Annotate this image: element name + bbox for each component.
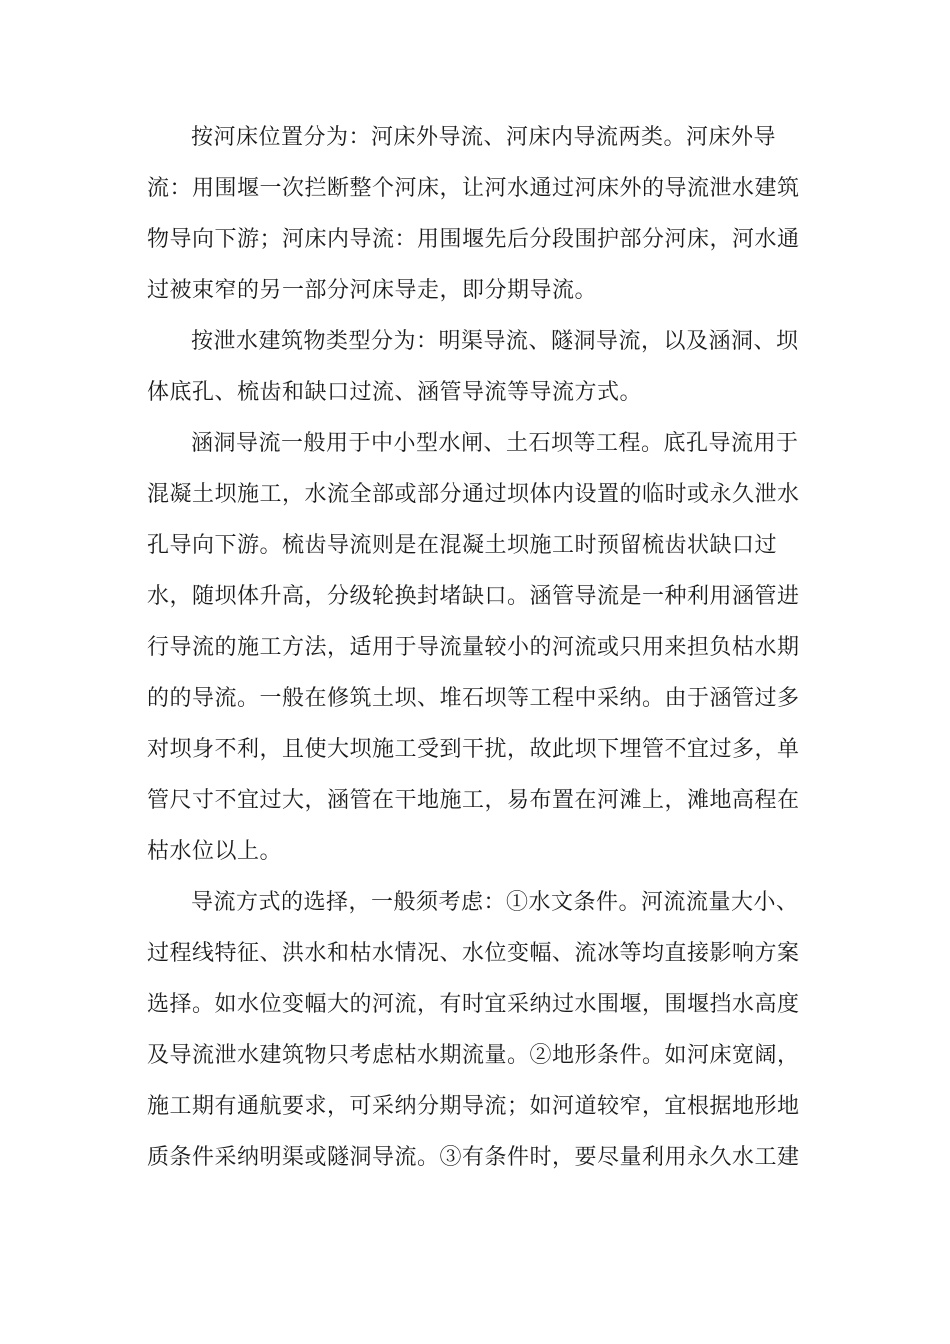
text-line: 过被束窄的另一部分河床导走，即分期导流。 [147, 278, 598, 303]
text-line: 涵洞导流一般用于中小型水闸、土石坝等工程。底孔导流用于 [191, 431, 799, 456]
text-line: 的的导流。一般在修筑土坝、堆石坝等工程中采纳。由于涵管过多 [147, 686, 800, 711]
text-line: 施工期有通航要求，可采纳分期导流；如河道较窄，宜根据地形地 [147, 1094, 800, 1119]
text-line: 枯水位以上。 [147, 839, 283, 864]
text-line: 及导流泄水建筑物只考虑枯水期流量。②地形条件。如河床宽阔， [147, 1043, 800, 1068]
text-line: 流：用围堰一次拦断整个河床，让河水通过河床外的导流泄水建筑 [147, 176, 800, 201]
text-line: 体底孔、梳齿和缺口过流、涵管导流等导流方式。 [147, 380, 643, 405]
text-line: 混凝土坝施工，水流全部或部分通过坝体内设置的临时或永久泄水 [147, 482, 800, 507]
text-line: 对坝身不利，且使大坝施工受到干扰，故此坝下埋管不宜过多，单 [147, 737, 800, 762]
text-line: 质条件采纳明渠或隧洞导流。③有条件时，要尽量利用永久水工建 [147, 1145, 800, 1170]
text-line: 导流方式的选择，一般须考虑：①水文条件。河流流量大小、 [191, 890, 799, 915]
text-line: 水，随坝体升高，分级轮换封堵缺口。涵管导流是一种利用涵管进 [147, 584, 800, 609]
text-line: 管尺寸不宜过大，涵管在干地施工，易布置在河滩上，滩地高程在 [147, 788, 800, 813]
body-text [147, 112, 800, 1183]
paragraph-culvert-diversion [147, 418, 800, 877]
text-line: 按河床位置分为：河床外导流、河床内导流两类。河床外导 [191, 125, 777, 150]
text-line: 物导向下游；河床内导流：用围堰先后分段围护部分河床，河水通 [147, 227, 800, 252]
text-line: 按泄水建筑物类型分为：明渠导流、隧洞导流，以及涵洞、坝 [191, 329, 799, 354]
paragraph-method-selection [147, 877, 800, 1183]
text-line: 行导流的施工方法，适用于导流量较小的河流或只用来担负枯水期 [147, 635, 800, 660]
text-line: 选择。如水位变幅大的河流，有时宜采纳过水围堰，围堰挡水高度 [147, 992, 800, 1017]
text-line: 过程线特征、洪水和枯水情况、水位变幅、流冰等均直接影响方案 [147, 941, 800, 966]
text-line: 孔导向下游。梳齿导流则是在混凝土坝施工时预留梳齿状缺口过 [147, 533, 778, 558]
paragraph-outlet-type [147, 316, 797, 418]
paragraph-riverbed-position [147, 112, 800, 316]
